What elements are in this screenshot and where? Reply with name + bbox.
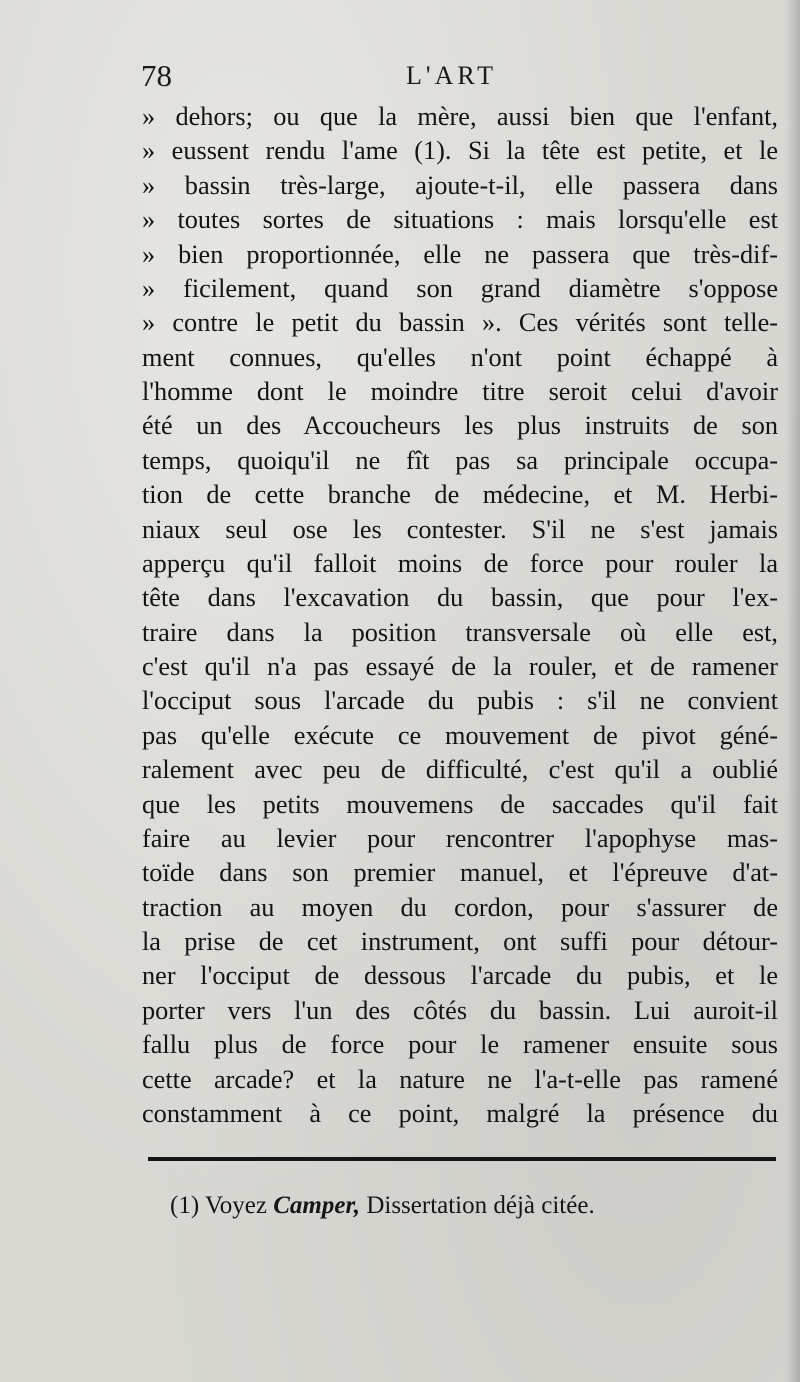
text-line: l'occiput sous l'arcade du pubis : s'il ne convient	[142, 686, 778, 716]
text-line: constamment à ce point, malgré la présence du	[142, 1098, 778, 1128]
footnote-marker: (1) Voyez	[170, 1192, 274, 1219]
text-line: que les petits mouvemens de saccades qu'il fait	[142, 789, 778, 819]
text-line: tête dans l'excavation du bassin, que pour l'ex-	[142, 583, 778, 613]
text-line: » dehors; ou que la mère, aussi bien que l'enfant,	[142, 102, 778, 131]
text-line: » eussent rendu l'ame (1). Si la tête est petite, et le	[142, 136, 778, 166]
text-line: toïde dans son premier manuel, et l'épreuve d'at-	[142, 858, 778, 888]
text-line: apperçu qu'il falloit moins de force pour rouler la	[142, 548, 778, 578]
text-line: temps, quoiqu'il ne fît pas sa principale occupa-	[142, 445, 778, 475]
text-line: été un des Accoucheurs les plus instruits de son	[142, 411, 778, 441]
text-line: fallu plus de force pour le ramener ensuite sous	[142, 1030, 778, 1060]
footnote-text: Dissertation déjà citée.	[360, 1192, 595, 1219]
text-line: ner l'occiput de dessous l'arcade du pubis, et le	[142, 961, 778, 991]
body-text	[142, 100, 778, 1131]
text-line: tion de cette branche de médecine, et M. Herbi-	[142, 480, 778, 510]
text-line: la prise de cet instrument, ont suffi pour détour-	[142, 927, 778, 956]
text-line: » bassin très-large, ajoute-t-il, elle passera dans	[142, 170, 778, 200]
text-line: l'homme dont le moindre titre seroit celui d'avoir	[142, 377, 778, 406]
text-line: faire au levier pour rencontrer l'apophyse mas-	[142, 823, 778, 853]
text-line: niaux seul ose les contester. S'il ne s'est jamais	[142, 514, 778, 544]
page-number: 78	[141, 58, 172, 93]
text-line: pas qu'elle exécute ce mouvement de pivot géné-	[142, 720, 778, 750]
running-head: L'ART	[406, 61, 498, 90]
footnote	[170, 1192, 595, 1220]
text-line: traire dans la position transversale où elle est,	[142, 617, 778, 647]
footnote-rule	[148, 1157, 776, 1161]
text-line: porter vers l'un des côtés du bassin. Lui auroit-il	[142, 995, 778, 1025]
text-line: » contre le petit du bassin ». Ces vérités sont telle-	[142, 308, 778, 338]
footnote-author: Camper,	[273, 1192, 361, 1219]
page-edge-shadow	[786, 0, 800, 1382]
text-line: c'est qu'il n'a pas essayé de la rouler, et de ramener	[142, 652, 778, 681]
text-line: » ficilement, quand son grand diamètre s'oppose	[142, 273, 778, 303]
page-header	[141, 58, 778, 98]
text-line: ralement avec peu de difficulté, c'est qu'il a oublié	[142, 755, 778, 785]
text-line: ment connues, qu'elles n'ont point échappé à	[142, 342, 778, 372]
text-line: » toutes sortes de situations : mais lorsqu'elle est	[142, 205, 778, 235]
text-line: » bien proportionnée, elle ne passera que très-dif-	[142, 239, 778, 269]
text-line: traction au moyen du cordon, pour s'assurer de	[142, 892, 778, 922]
text-line: cette arcade? et la nature ne l'a-t-elle pas ramené	[142, 1064, 778, 1094]
